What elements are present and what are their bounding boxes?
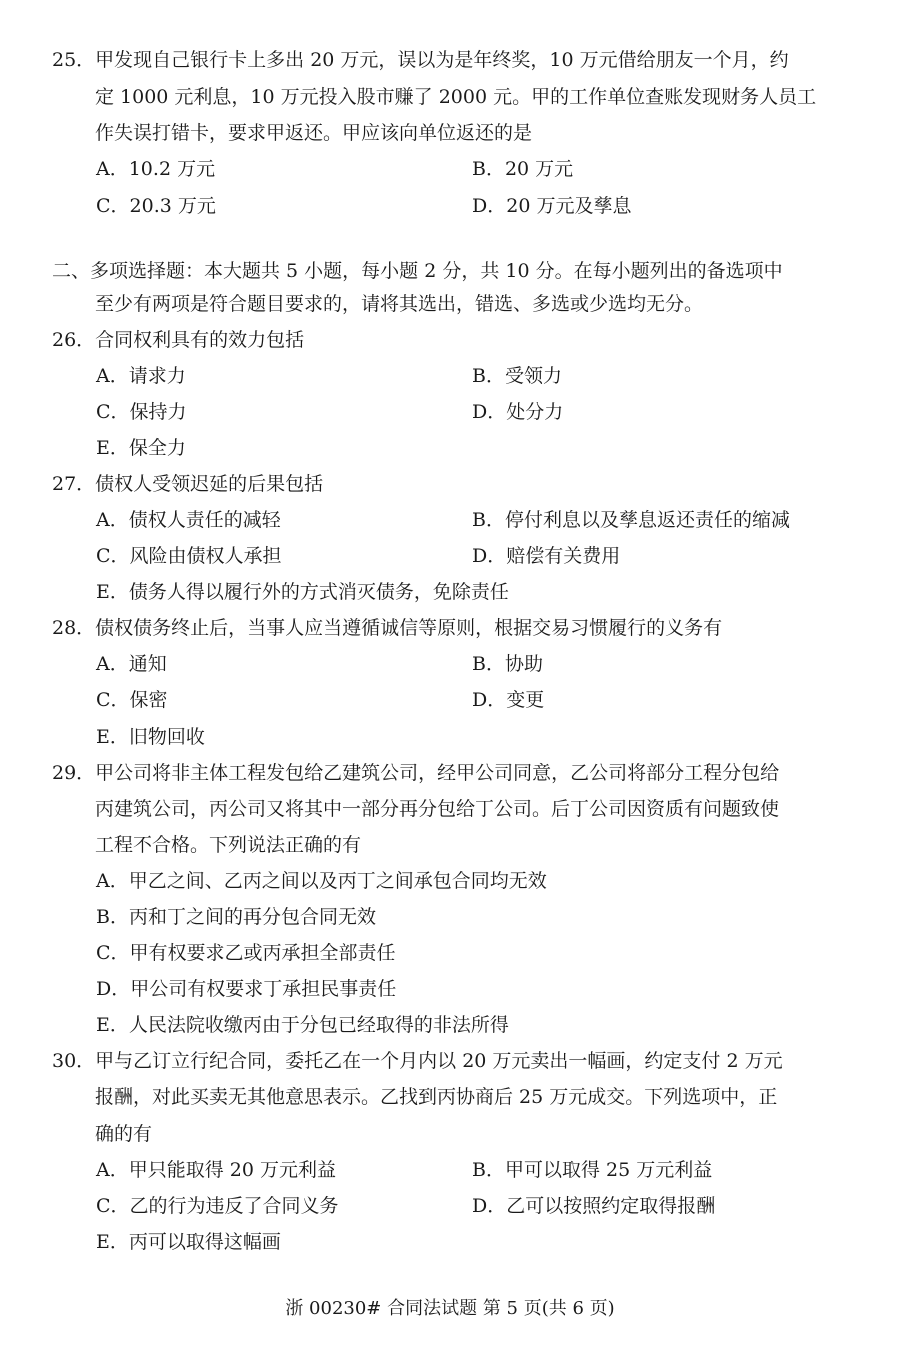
q29-option-e: E．人民法院收缴丙由于分包已经取得的非法所得 xyxy=(96,1014,509,1036)
q28-option-b: B．协助 xyxy=(472,653,543,675)
q26-option-b: B．受领力 xyxy=(472,365,562,387)
q27-option-d: D．赔偿有关费用 xyxy=(472,545,621,567)
q30-stem-line-1: 30．甲与乙订立行纪合同，委托乙在一个月内以 20 万元卖出一幅画，约定支付 2 万元 xyxy=(52,1050,783,1072)
q29-stem-line-1: 29．甲公司将非主体工程发包给乙建筑公司，经甲公司同意，乙公司将部分工程分包给 xyxy=(52,762,780,784)
q29-option-d: D．甲公司有权要求丁承担民事责任 xyxy=(96,978,397,1000)
section2-instructions-line-1: 二、多项选择题：本大题共 5 小题，每小题 2 分，共 10 分。在每小题列出的备选项中 xyxy=(52,260,783,282)
q27-option-a: A．债权人责任的减轻 xyxy=(96,509,281,531)
q28-option-c: C．保密 xyxy=(96,689,168,711)
q30-stem-line-3: 确的有 xyxy=(95,1123,153,1145)
q29-option-a: A．甲乙之间、乙丙之间以及丙丁之间承包合同均无效 xyxy=(96,870,547,892)
q27-option-b: B．停付利息以及孳息返还责任的缩减 xyxy=(472,509,790,531)
q25-option-b: B．20 万元 xyxy=(472,158,574,180)
q26-stem: 26．合同权利具有的效力包括 xyxy=(52,329,305,351)
q30-option-c: C．乙的行为违反了合同义务 xyxy=(96,1195,339,1217)
section2-instructions-line-2: 至少有两项是符合题目要求的，请将其选出，错选、多选或少选均无分。 xyxy=(95,293,704,315)
q29-stem-line-2: 丙建筑公司，丙公司又将其中一部分再分包给丁公司。后丁公司因资质有问题致使 xyxy=(95,798,780,820)
q27-option-e: E．债务人得以履行外的方式消灭债务，免除责任 xyxy=(96,581,509,603)
q27-option-c: C．风险由债权人承担 xyxy=(96,545,282,567)
q30-stem-line-2: 报酬，对此买卖无其他意思表示。乙找到丙协商后 25 万元成交。下列选项中，正 xyxy=(95,1086,778,1108)
q29-stem-line-3: 工程不合格。下列说法正确的有 xyxy=(95,834,362,856)
q26-option-a: A．请求力 xyxy=(96,365,186,387)
q25-stem-line-1: 25．甲发现自己银行卡上多出 20 万元，误以为是年终奖，10 万元借给朋友一个月，约 xyxy=(52,49,789,71)
q29-option-c: C．甲有权要求乙或丙承担全部责任 xyxy=(96,942,396,964)
q28-option-a: A．通知 xyxy=(96,653,167,675)
q30-option-a: A．甲只能取得 20 万元利益 xyxy=(96,1159,336,1181)
q27-stem: 27．债权人受领迟延的后果包括 xyxy=(52,473,324,495)
q25-option-c: C．20.3 万元 xyxy=(96,195,216,217)
q30-option-d: D．乙可以按照约定取得报酬 xyxy=(472,1195,716,1217)
q28-option-d: D．变更 xyxy=(472,689,545,711)
q25-option-d: D．20 万元及孳息 xyxy=(472,195,632,217)
q28-stem: 28．债权债务终止后，当事人应当遵循诚信等原则，根据交易习惯履行的义务有 xyxy=(52,617,723,639)
q26-option-e: E．保全力 xyxy=(96,437,186,459)
q30-option-b: B．甲可以取得 25 万元利益 xyxy=(472,1159,713,1181)
q29-option-b: B．丙和丁之间的再分包合同无效 xyxy=(96,906,376,928)
q25-stem-line-3: 作失误打错卡，要求甲返还。甲应该向单位返还的是 xyxy=(95,122,533,144)
q25-stem-line-2: 定 1000 元利息，10 万元投入股市赚了 2000 元。甲的工作单位查账发现财务人员工 xyxy=(95,86,817,108)
q25-option-a: A．10.2 万元 xyxy=(96,158,216,180)
q26-option-c: C．保持力 xyxy=(96,401,187,423)
q28-option-e: E．旧物回收 xyxy=(96,726,205,748)
q30-option-e: E．丙可以取得这幅画 xyxy=(96,1231,281,1253)
q26-option-d: D．处分力 xyxy=(472,401,564,423)
page-footer: 浙 00230# 合同法试题 第 5 页(共 6 页) xyxy=(285,1298,615,1319)
